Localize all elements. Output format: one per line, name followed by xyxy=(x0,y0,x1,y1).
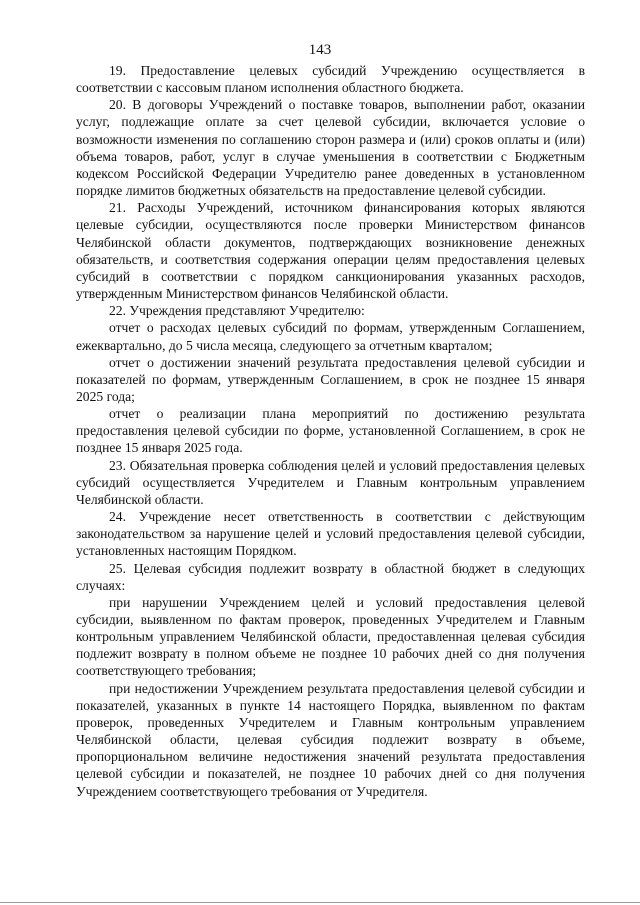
paragraph-25: 25. Целевая субсидия подлежит возврату в областной бюджет в следующих случаях: xyxy=(76,560,585,593)
paragraph-20: 20. В договоры Учреждений о поставке товаров, выполнении работ, оказании услуг, подлежащие оплате за счет целевой субсидии, включается условие о возможности изменения по соглашению сторон размера и (или) сроков оплаты и (или) объема товаров, работ, услуг в случае уменьшения в соответствии с Бюджетным кодексом Российской Федерации Учредителю ранее доведенных в установленном порядке лимитов бюджетных обязательств на предоставление целевой субсидии. xyxy=(76,97,585,199)
paragraph-23: 23. Обязательная проверка соблюдения целей и условий предоставления целевых субсидий осуществляется Учредителем и Главным контрольным управлением Челябинской области. xyxy=(76,457,585,507)
bottom-divider xyxy=(0,902,640,903)
paragraph-22-item-2: отчет о достижении значений результата предоставления целевой субсидии и показателей по формам, утвержденным Соглашением, в срок не позднее 15 января 2025 года; xyxy=(76,354,585,404)
paragraph-25-case-1: при нарушении Учреждением целей и условий предоставления целевой субсидии, выявленном по фактам проверок, проведенных Учредителем и Главным контрольным управлением Челябинской области, предоставленная целевая субсидия подлежит возврату в полном объеме не позднее 10 рабочих дней со дня получения соответствующего требования; xyxy=(76,594,585,679)
page-number: 143 xyxy=(308,42,332,58)
paragraph-22: 22. Учреждения представляют Учредителю: xyxy=(109,303,365,319)
paragraph-22-item-3: отчет о реализации плана мероприятий по достижению результата предоставления целевой субсидии по форме, установленной Соглашением, в срок не позднее 15 января 2025 года. xyxy=(76,406,585,456)
paragraph-24: 24. Учреждение несет ответственность в соответствии с действующим законодательством за нарушение целей и условий предоставления целевой субсидии, установленных настоящим Порядком. xyxy=(76,509,585,559)
paragraph-22-item-1: отчет о расходах целевых субсидий по формам, утвержденным Соглашением, ежеквартально, до 5 числа месяца, следующего за отчетным кварталом; xyxy=(76,320,585,353)
document-body xyxy=(76,62,585,800)
paragraph-19: 19. Предоставление целевых субсидий Учреждению осуществляется в соответствии с кассовым планом исполнения областного бюджета. xyxy=(76,63,585,96)
paragraph-25-case-2: при недостижении Учреждением результата предоставления целевой субсидии и показателей, указанных в пункте 14 настоящего Порядка, выявленном по фактам проверок, проведенных Учредителем и Главным контрольным управлением Челябинской области, целевая субсидия подлежит возврату в объеме, пропорциональном величине недостижения значений результата предоставления целевой субсидии и показателей, не позднее 10 рабочих дней со дня получения Учреждением соответствующего требования от Учредителя. xyxy=(76,680,585,799)
paragraph-21: 21. Расходы Учреждений, источником финансирования которых являются целевые субсидии, осуществляются после проверки Министерством финансов Челябинской области документов, подтверждающих возникновение денежных обязательств, и соответствия содержания операции целям предоставления целевых субсидий в соответствии с порядком санкционирования указанных расходов, утвержденным Министерством финансов Челябинской области. xyxy=(76,200,585,302)
